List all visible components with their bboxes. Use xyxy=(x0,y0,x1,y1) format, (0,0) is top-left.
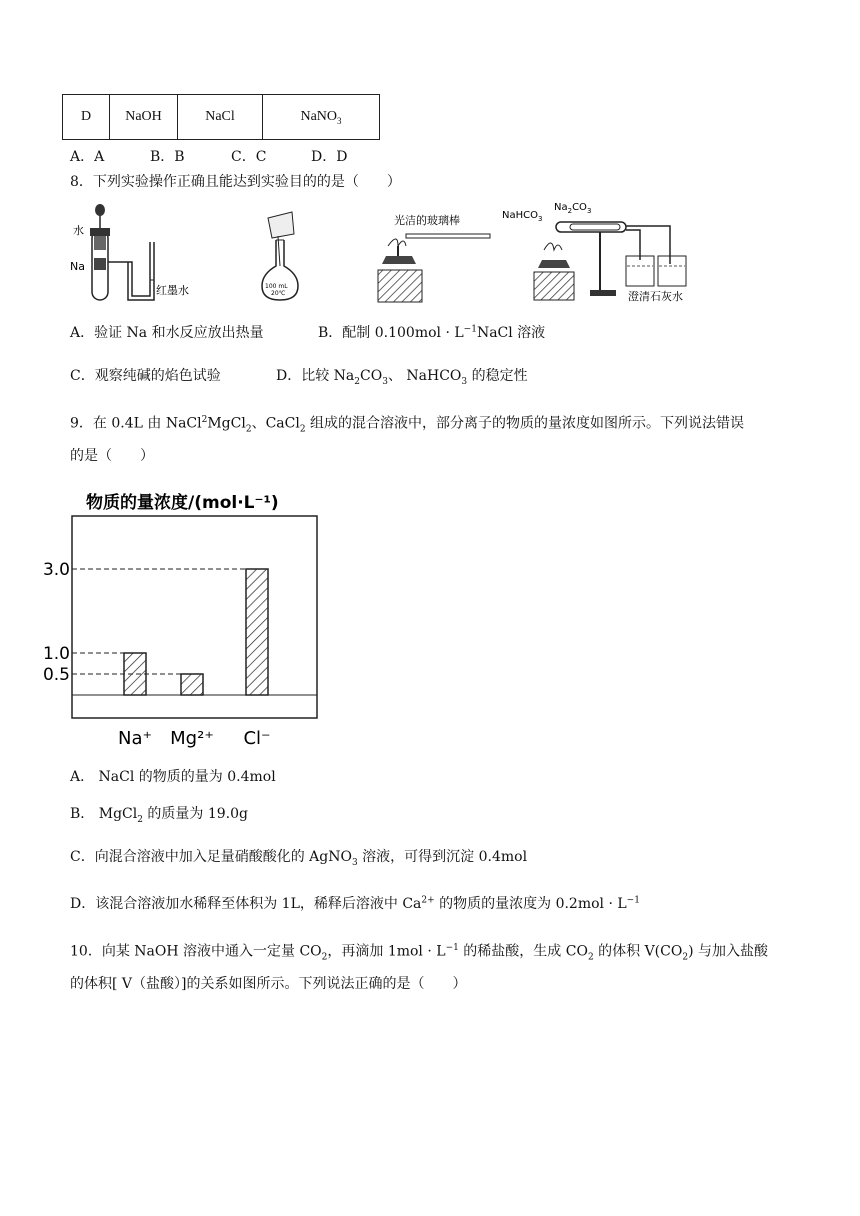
label-20c: 20℃ xyxy=(271,290,286,297)
q8-option-b: B．配制 $0.100mol \cdot L^{-1}NaCl$ 溶液 xyxy=(318,324,546,341)
y-tick-label: 3.0 xyxy=(42,560,70,580)
q8-option-c: C．观察纯碱的焰色试验 xyxy=(70,368,221,384)
q7-option-d: D．D xyxy=(311,149,348,165)
q9-option-c: C．向混合溶液中加入足量硝酸酸化的 AgNO$_3$ 溶液，可得到沉淀 0.4mol xyxy=(70,849,528,868)
table-cell: NaCl xyxy=(178,95,263,140)
bar-0 xyxy=(124,653,146,695)
table-cell: NaOH xyxy=(110,95,178,140)
q10-stem-line2: 的体积[ V（盐酸）]的关系如图所示。下列说法正确的是（ ） xyxy=(70,976,467,992)
bar-2 xyxy=(246,569,268,695)
table-row xyxy=(63,95,380,140)
q8-figure-d xyxy=(500,196,696,304)
category-label: Na⁺ xyxy=(118,728,152,749)
label-glass-rod: 光洁的玻璃棒 xyxy=(394,214,460,227)
bar-1 xyxy=(181,674,203,695)
q8-option-d: D．比较 $Na_2CO_3$、 NaHCO$_3$ 的稳定性 xyxy=(276,368,528,387)
q9-option-a: A． NaCl 的物质的量为 0.4mol xyxy=(70,769,276,785)
label-red-ink: 红墨水 xyxy=(156,284,189,297)
q8-figure-c xyxy=(376,200,496,304)
answer-table xyxy=(62,94,380,140)
q8-figure-b xyxy=(256,200,306,304)
q7-option-a: A．A xyxy=(70,149,105,165)
q8-stem: 8．下列实验操作正确且能达到实验目的的是（ ） xyxy=(70,174,401,190)
label-na2co3: $Na_2CO_3$ xyxy=(554,202,592,215)
label-nahco3: NaHCO$_3$ xyxy=(502,210,543,223)
y-tick-label: 1.0 xyxy=(42,644,70,664)
q9-option-d: D．该混合溶液加水稀释至体积为 1L，稀释后溶液中 $Ca^{2+}$ 的物质的量浓度为 $0.2mol \cdot L^{-1}$ xyxy=(70,895,640,912)
category-label: Cl⁻ xyxy=(243,728,271,749)
q9-option-b: B． MgCl$_2$ 的质量为 19.0g xyxy=(70,806,249,825)
q7-option-b: B．B xyxy=(150,149,185,165)
label-na: Na xyxy=(70,260,85,273)
q8-option-a: A．验证 Na 和水反应放出热量 xyxy=(70,325,264,341)
nano3-sub: 3 xyxy=(337,115,342,126)
table-cell: D xyxy=(63,95,110,140)
category-label: Mg²⁺ xyxy=(170,728,214,749)
label-100ml: 100 mL xyxy=(265,283,288,290)
q8-figure-a xyxy=(70,200,190,304)
y-tick-label: 0.5 xyxy=(42,665,70,685)
q7-option-c: C．C xyxy=(231,149,267,165)
concentration-bar-chart xyxy=(42,486,324,750)
q9-stem-line2: 的是（ ） xyxy=(70,448,154,464)
label-limewater: 澄清石灰水 xyxy=(628,290,683,303)
q9-stem-line1: 9．在 0.4L 由 NaCl$^2$MgCl$_2$、CaCl$_2$ 组成的混合溶液中，部分离子的物质的量浓度如图所示。下列说法错误 xyxy=(70,415,745,435)
table-cell xyxy=(263,95,380,140)
label-water: 水 xyxy=(73,224,84,237)
q10-stem-line1: 10．向某 NaOH 溶液中通入一定量 $CO_2$，再滴加 $1mol \cdot L^{-1}$ 的稀盐酸，生成 $CO_2$ 的体积 $V(CO_2)$ 与加入盐酸 xyxy=(70,943,768,963)
nano3-text: NaNO xyxy=(300,108,338,124)
chart-title: 物质的量浓度/(mol·L⁻¹) xyxy=(86,493,279,513)
